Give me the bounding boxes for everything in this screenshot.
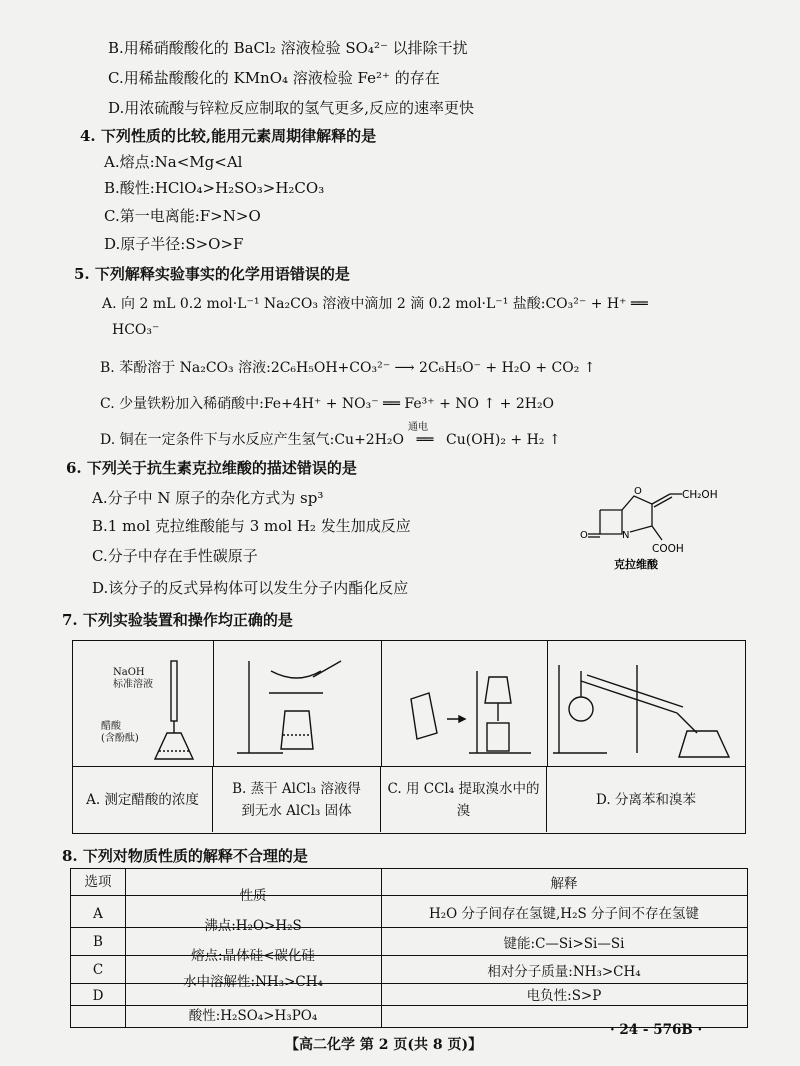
caption-a: A. 测定醋酸的浓度 xyxy=(73,766,213,832)
q5-option-c: C. 少量铁粉加入稀硝酸中:Fe+4H⁺ + NO₃⁻ ══ Fe³⁺ + NO ↑ + 2H₂O xyxy=(100,396,555,412)
extraction-apparatus-drawing xyxy=(381,641,547,766)
label-naoh: NaOH xyxy=(113,667,145,678)
cooh-label: COOH xyxy=(652,543,684,555)
q6-stem: 6. 下列关于抗生素克拉维酸的描述错误的是 xyxy=(66,459,357,477)
ring-o-label: O xyxy=(634,486,642,497)
distillation-apparatus-drawing xyxy=(547,641,745,766)
label-acetic-acid: 醋酸 xyxy=(101,721,121,732)
carbonyl-o-label: O xyxy=(580,530,588,541)
apparatus-a xyxy=(73,641,214,766)
q3-option-d: D.用浓硫酸与锌粒反应制取的氢气更多,反应的速率更快 xyxy=(108,99,475,117)
header-property: 性质 xyxy=(239,888,267,904)
q3-option-b: B.用稀硝酸酸化的 BaCl₂ 溶液检验 SO₄²⁻ 以排除干扰 xyxy=(108,39,468,57)
label-phenolphthalein: (含酚酞) xyxy=(101,733,139,744)
row-b-option: B xyxy=(93,934,103,950)
evaporation-apparatus-drawing xyxy=(213,641,381,766)
row-d-property: 酸性:H₂SO₄>H₃PO₄ xyxy=(188,1008,318,1024)
q4-option-c: C.第一电离能:F>N>O xyxy=(104,207,261,225)
row-b-explanation: 键能:C—Si>Si—Si xyxy=(503,936,625,952)
caption-c: C. 用 CCl₄ 提取溴水中的溴 xyxy=(381,766,547,832)
ch2oh-label: CH₂OH xyxy=(682,489,718,501)
exam-code: · 24 - 576B · xyxy=(610,1022,703,1038)
q5-stem: 5. 下列解释实验事实的化学用语错误的是 xyxy=(74,265,350,283)
row-b-property: 熔点:晶体硅<碳化硅 xyxy=(191,948,315,964)
q4-option-d: D.原子半径:S>O>F xyxy=(104,235,244,253)
q6-option-a: A.分子中 N 原子的杂化方式为 sp³ xyxy=(92,489,324,507)
row-c-explanation: 相对分子质量:NH₃>CH₄ xyxy=(487,964,641,980)
apparatus-c xyxy=(381,641,548,766)
q3-option-c: C.用稀盐酸酸化的 KMnO₄ 溶液检验 Fe²⁺ 的存在 xyxy=(108,69,440,87)
q4-stem: 4. 下列性质的比较,能用元素周期律解释的是 xyxy=(80,127,377,145)
row-a-option: A xyxy=(93,906,103,922)
header-explanation: 解释 xyxy=(550,876,578,892)
q8-table xyxy=(70,868,748,1028)
apparatus-d xyxy=(547,641,745,766)
q5-option-a: A. 向 2 mL 0.2 mol·L⁻¹ Na₂CO₃ 溶液中滴加 2 滴 0.2 mol·L⁻¹ 盐酸:CO₃²⁻ + H⁺ ══ xyxy=(102,296,648,312)
q5-option-d: D. 铜在一定条件下与水反应产生氢气:Cu+2H₂O 通电 ══ Cu(OH)₂ + H₂ ↑ xyxy=(100,430,561,450)
structure-caption: 克拉维酸 xyxy=(614,558,658,571)
row-d-option: D xyxy=(92,988,104,1004)
label-standard-solution: 标准溶液 xyxy=(113,679,153,690)
titration-apparatus-drawing xyxy=(73,641,213,766)
row-d-explanation: 电负性:S>P xyxy=(526,988,602,1004)
q6-option-c: C.分子中存在手性碳原子 xyxy=(92,547,258,565)
apparatus-b xyxy=(213,641,382,766)
q4-option-b: B.酸性:HClO₄>H₂SO₃>H₂CO₃ xyxy=(104,179,325,197)
ring-n-label: N xyxy=(622,530,630,541)
page-footer: 【高二化学 第 2 页(共 8 页)】 xyxy=(285,1037,483,1053)
row-c-option: C xyxy=(92,962,104,978)
row-c-property: 水中溶解性:NH₃>CH₄ xyxy=(183,974,323,990)
q5-option-b: B. 苯酚溶于 Na₂CO₃ 溶液:2C₆H₅OH+CO₃²⁻ ⟶ 2C₆H₅O⁻ + H₂O + CO₂ ↑ xyxy=(100,360,596,376)
q5-option-a-cont: HCO₃⁻ xyxy=(112,322,160,338)
caption-b: B. 蒸干 AlCl₃ 溶液得 到无水 AlCl₃ 固体 xyxy=(213,766,381,832)
caption-d: D. 分离苯和溴苯 xyxy=(547,766,745,832)
q4-option-a: A.熔点:Na<Mg<Al xyxy=(104,153,243,171)
row-a-explanation: H₂O 分子间存在氢键,H₂S 分子间不存在氢键 xyxy=(428,906,700,922)
q6-option-d: D.该分子的反式异构体可以发生分子内酯化反应 xyxy=(92,579,409,597)
q7-stem: 7. 下列实验装置和操作均正确的是 xyxy=(62,611,293,629)
clavulanic-acid-structure xyxy=(578,482,728,572)
condition-label: 通电 xyxy=(408,422,429,433)
q7-apparatus-table xyxy=(72,640,746,834)
q8-stem: 8. 下列对物质性质的解释不合理的是 xyxy=(62,847,308,865)
header-option: 选项 xyxy=(84,874,112,890)
q6-option-b: B.1 mol 克拉维酸能与 3 mol H₂ 发生加成反应 xyxy=(92,517,411,535)
row-a-property: 沸点:H₂O>H₂S xyxy=(204,918,302,934)
